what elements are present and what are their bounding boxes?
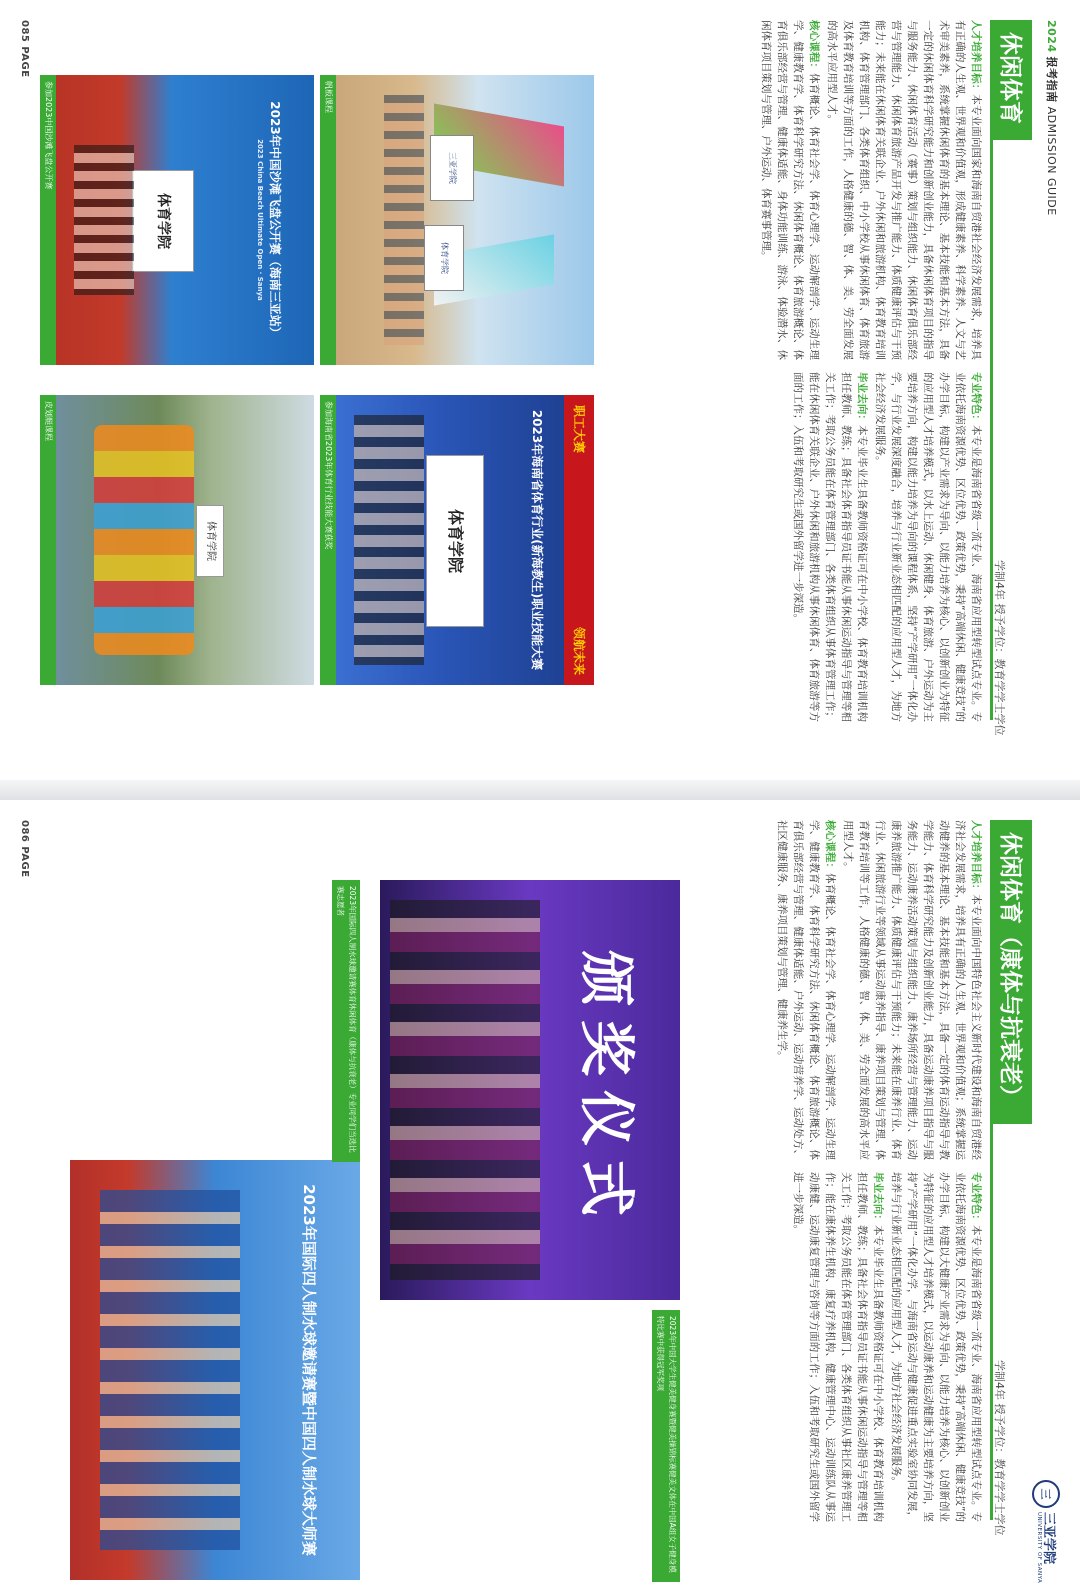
group-people <box>74 145 134 295</box>
volunteer-group <box>100 1190 240 1550</box>
page-number: 085 PAGE <box>19 20 30 78</box>
banner-sign: 三亚学院 <box>430 135 474 201</box>
career-paragraph: 毕业去向：本专业毕业生具备教师资格证可在中小学校、体育教育培训机构担任教师、教练；具备社会体育指导员证书能从事休闲运动指导与管理等相关工作；考取公务员能在体育管理部门、各类体育组织从事体育管理工作；能在休闲体育关联企业、户外休闲和旅游机构从事休闲体育、体育旅游等方面的工作；入伍和考取研究生或国外留学进一步深造。 <box>792 372 868 722</box>
page-085 <box>0 0 1080 780</box>
banner-sign: 体育学院 <box>424 225 464 291</box>
training-goal-paragraph: 人才培养目标：本专业面向中国特色社会主义新时代建设和海南自贸港经济社会发展需求，培养具有正确的人生观、世界观和价值观；系统掌握运动健养的基本理论、基本技能和基本方法，具备一定的体育运动指导与教学能力、体育科学研究能力及创新创业能力，具备运动康养项目指导与服务能力、运动康养活动策划与组织能力、康养场所经营与管理能力、运动康养旅游推广能力、体质健康评估与干预能力；未来能在康养行业、体育行业、休闲旅游行业等领域从事运动康养指导、康养项目策划与管理、体育教育培训等工作，人格健康的德、智、体、美、劳全面发展的高水平应用型人才。 <box>842 820 982 1161</box>
photo-award-ceremony <box>380 880 680 1300</box>
left-text-column <box>774 820 984 1160</box>
award-winners <box>390 900 540 1280</box>
group-people <box>354 415 424 665</box>
page-086-content <box>0 800 1080 1591</box>
right-text-column <box>790 1172 984 1522</box>
college-sign: 体育学院 <box>426 455 484 627</box>
left-text-column <box>758 20 984 360</box>
degree-info: 学制4年 授予学位：教育学学士学位 <box>993 560 1006 736</box>
college-sign: 体育学院 <box>132 170 194 272</box>
photo-caption: 参加2023中国沙滩飞盘公开赛 <box>40 75 56 365</box>
university-name: 三亚学院 <box>1041 1512 1057 1565</box>
core-courses-paragraph: 核心课程：体育概论、体育社会学、体育心理学、运动解剖学、运动生理学、健康教育学、体育科学研究方法、休闲体育概论、体育旅游概论、体育俱乐部经营与管理、健康体适能、户外运动、运动营养学、运动处方、社区健康服务、康养项目策划与管理、健康养生学。 <box>776 820 836 1161</box>
frisbee-banner-en: 2023 China Beach Ultimate Open · Sanya <box>256 139 264 301</box>
group-people <box>384 95 424 345</box>
page-086 <box>0 800 1080 1591</box>
page-gap <box>0 780 1080 800</box>
photo-caption: 帆板课程 <box>320 75 336 365</box>
page-number: 086 PAGE <box>19 820 30 878</box>
training-goal-paragraph: 人才培养目标：本专业面向国家和海南自贸港社会经济发展需求，培养具有正确的人生观、世界观和价值观，形成健康素养、科学素养、人文与艺术审美素养，系统掌握休闲体育的基本理论、基本技能和基本方法，具备一定的休闲体育科学研究能力和创新创业能力，具备休闲体育项目的指导与服务能力、休闲体育活动（赛事）策划与组织能力、休闲体育俱乐部经营与管理能力、休闲体育旅游产品开发与推广能力、体质健康评估与干预能力；未来能在休闲体育关联企业、户外休闲和旅游机构、体育教育培训机构、体育管理部门、各类体育组织、中小学校从事休闲体育、体育旅游及体育教育培训等方面的工作，人格健康的德、智、体、美、劳全面发展的高水平应用型人才。 <box>826 20 982 361</box>
photo-caption: 参加海南省2023年体育行业技能大赛获奖 <box>320 395 336 685</box>
section-title: 休闲体育（康体与抗衰老） <box>991 820 1032 1124</box>
photo-windsurfing-class <box>336 75 594 365</box>
frisbee-banner: 2023年中国沙滩飞盘公开赛（海南三亚站） <box>268 101 282 339</box>
features-paragraph: 专业特色：本专业是海南省省级一流专业、海南省应用型转型试点专业。专业依托海南资源优势、区位优势、政策优势，秉持“高端休闲、健康竞技”的办学目标，构建以产业需求为导向、以能力培养为核心、以创新创业为特征的应用型人才培养模式，以水上运动、休闲健身、体育旅游、户外运动为主要培养方向，构建以能力培养为导向的课程体系，坚持“产学研用”一体化办学，与行业发展深度融合，培养与行业新业态相匹配的应用型人才，为地方社会经济发展服务。 <box>874 372 982 722</box>
university-seal-icon: 三 <box>1032 1480 1060 1508</box>
university-name-en: UNIVERSITY OF SANYA <box>1036 1512 1043 1584</box>
photo-frisbee-open <box>56 75 314 365</box>
side-banner-text: 领航未来 <box>572 626 586 675</box>
competition-banner: 2023年海南省体育行业(新海教生)职业技能大赛 <box>530 409 544 671</box>
university-logo <box>1032 1480 1060 1583</box>
photo-caption: 2023年国际四人制水球邀请赛体育休闲体育（康体与抗衰老）专业同学们当选比赛志愿者 <box>332 880 360 1162</box>
career-paragraph: 毕业去向：本专业毕业生具备教师资格证可在中小学校、体育教育培训机构担任教师、教练；具备社会体育指导员证书能从事休闲运动指导与管理等相关工作；考取公务员能在体育管理部门、各类体育组织从事社区康养管理工作；能在康体养生机构、康复疗养机构、健康管理中心、运动训练队从事运动康健、运动康复管理与咨询等方面的工作；入伍和考取研究生或国外留学进一步深造。 <box>792 1172 884 1522</box>
photo-skills-competition <box>336 395 594 685</box>
page-085-content <box>0 0 1080 780</box>
photo-caption: 皮划艇课程 <box>40 395 56 685</box>
college-sign: 体育学院 <box>196 505 224 577</box>
guide-header <box>1044 20 1060 216</box>
section-title: 休闲体育 <box>991 20 1032 140</box>
side-banner-text: 职工大赛 <box>572 405 586 454</box>
degree-info: 学制4年 授予学位：教育学学士学位 <box>993 1360 1006 1536</box>
ceremony-banner: 颁奖仪式 <box>573 950 638 1230</box>
right-text-column <box>790 372 984 722</box>
header-year: 2024 <box>1045 20 1058 53</box>
header-subtitle: ADMISSION GUIDE <box>1045 106 1058 216</box>
features-paragraph: 专业特色：本专业是海南省省级一流专业、海南省应用型转型试点专业。专业依托海南资源优势、区位优势、政策优势，秉持“高端休闲、健康竞技”的办学目标，构建以大健康产业需求为导向、以能力培养为核心、以创新创业为特征的应用型人才培养模式，以运动康养和运动健康为主要培养方向，坚持“产学研用”一体化办学，与海南省运动与健康促进重点实验室协同发展，培养与行业新业态相匹配的应用型人才，为地方社会经济发展服务。 <box>890 1172 982 1522</box>
core-courses-paragraph: 核心课程：体育概论、体育社会学、体育心理学、运动解剖学、运动生理学、健康教育学、体育科学研究方法、休闲体育概论、体育旅游概论、体育俱乐部经营与管理、健康体适能、身体功能训练、游泳、体验潜水、休闲体育项目策划与管理、户外运动、体育赛事管理。 <box>760 20 820 361</box>
photo-caption: 2023年中国大学生健美健身赛暨健美操锦标赛健美文体在中国A组女子健身模特比赛中获得冠军奖项 <box>652 1310 680 1582</box>
photo-water-polo <box>70 1160 360 1580</box>
header-title: 报考指南 <box>1045 56 1058 103</box>
water-polo-banner: 2023年国际四人制水球邀请赛暨中国四人制水球大师赛 <box>300 1184 318 1556</box>
